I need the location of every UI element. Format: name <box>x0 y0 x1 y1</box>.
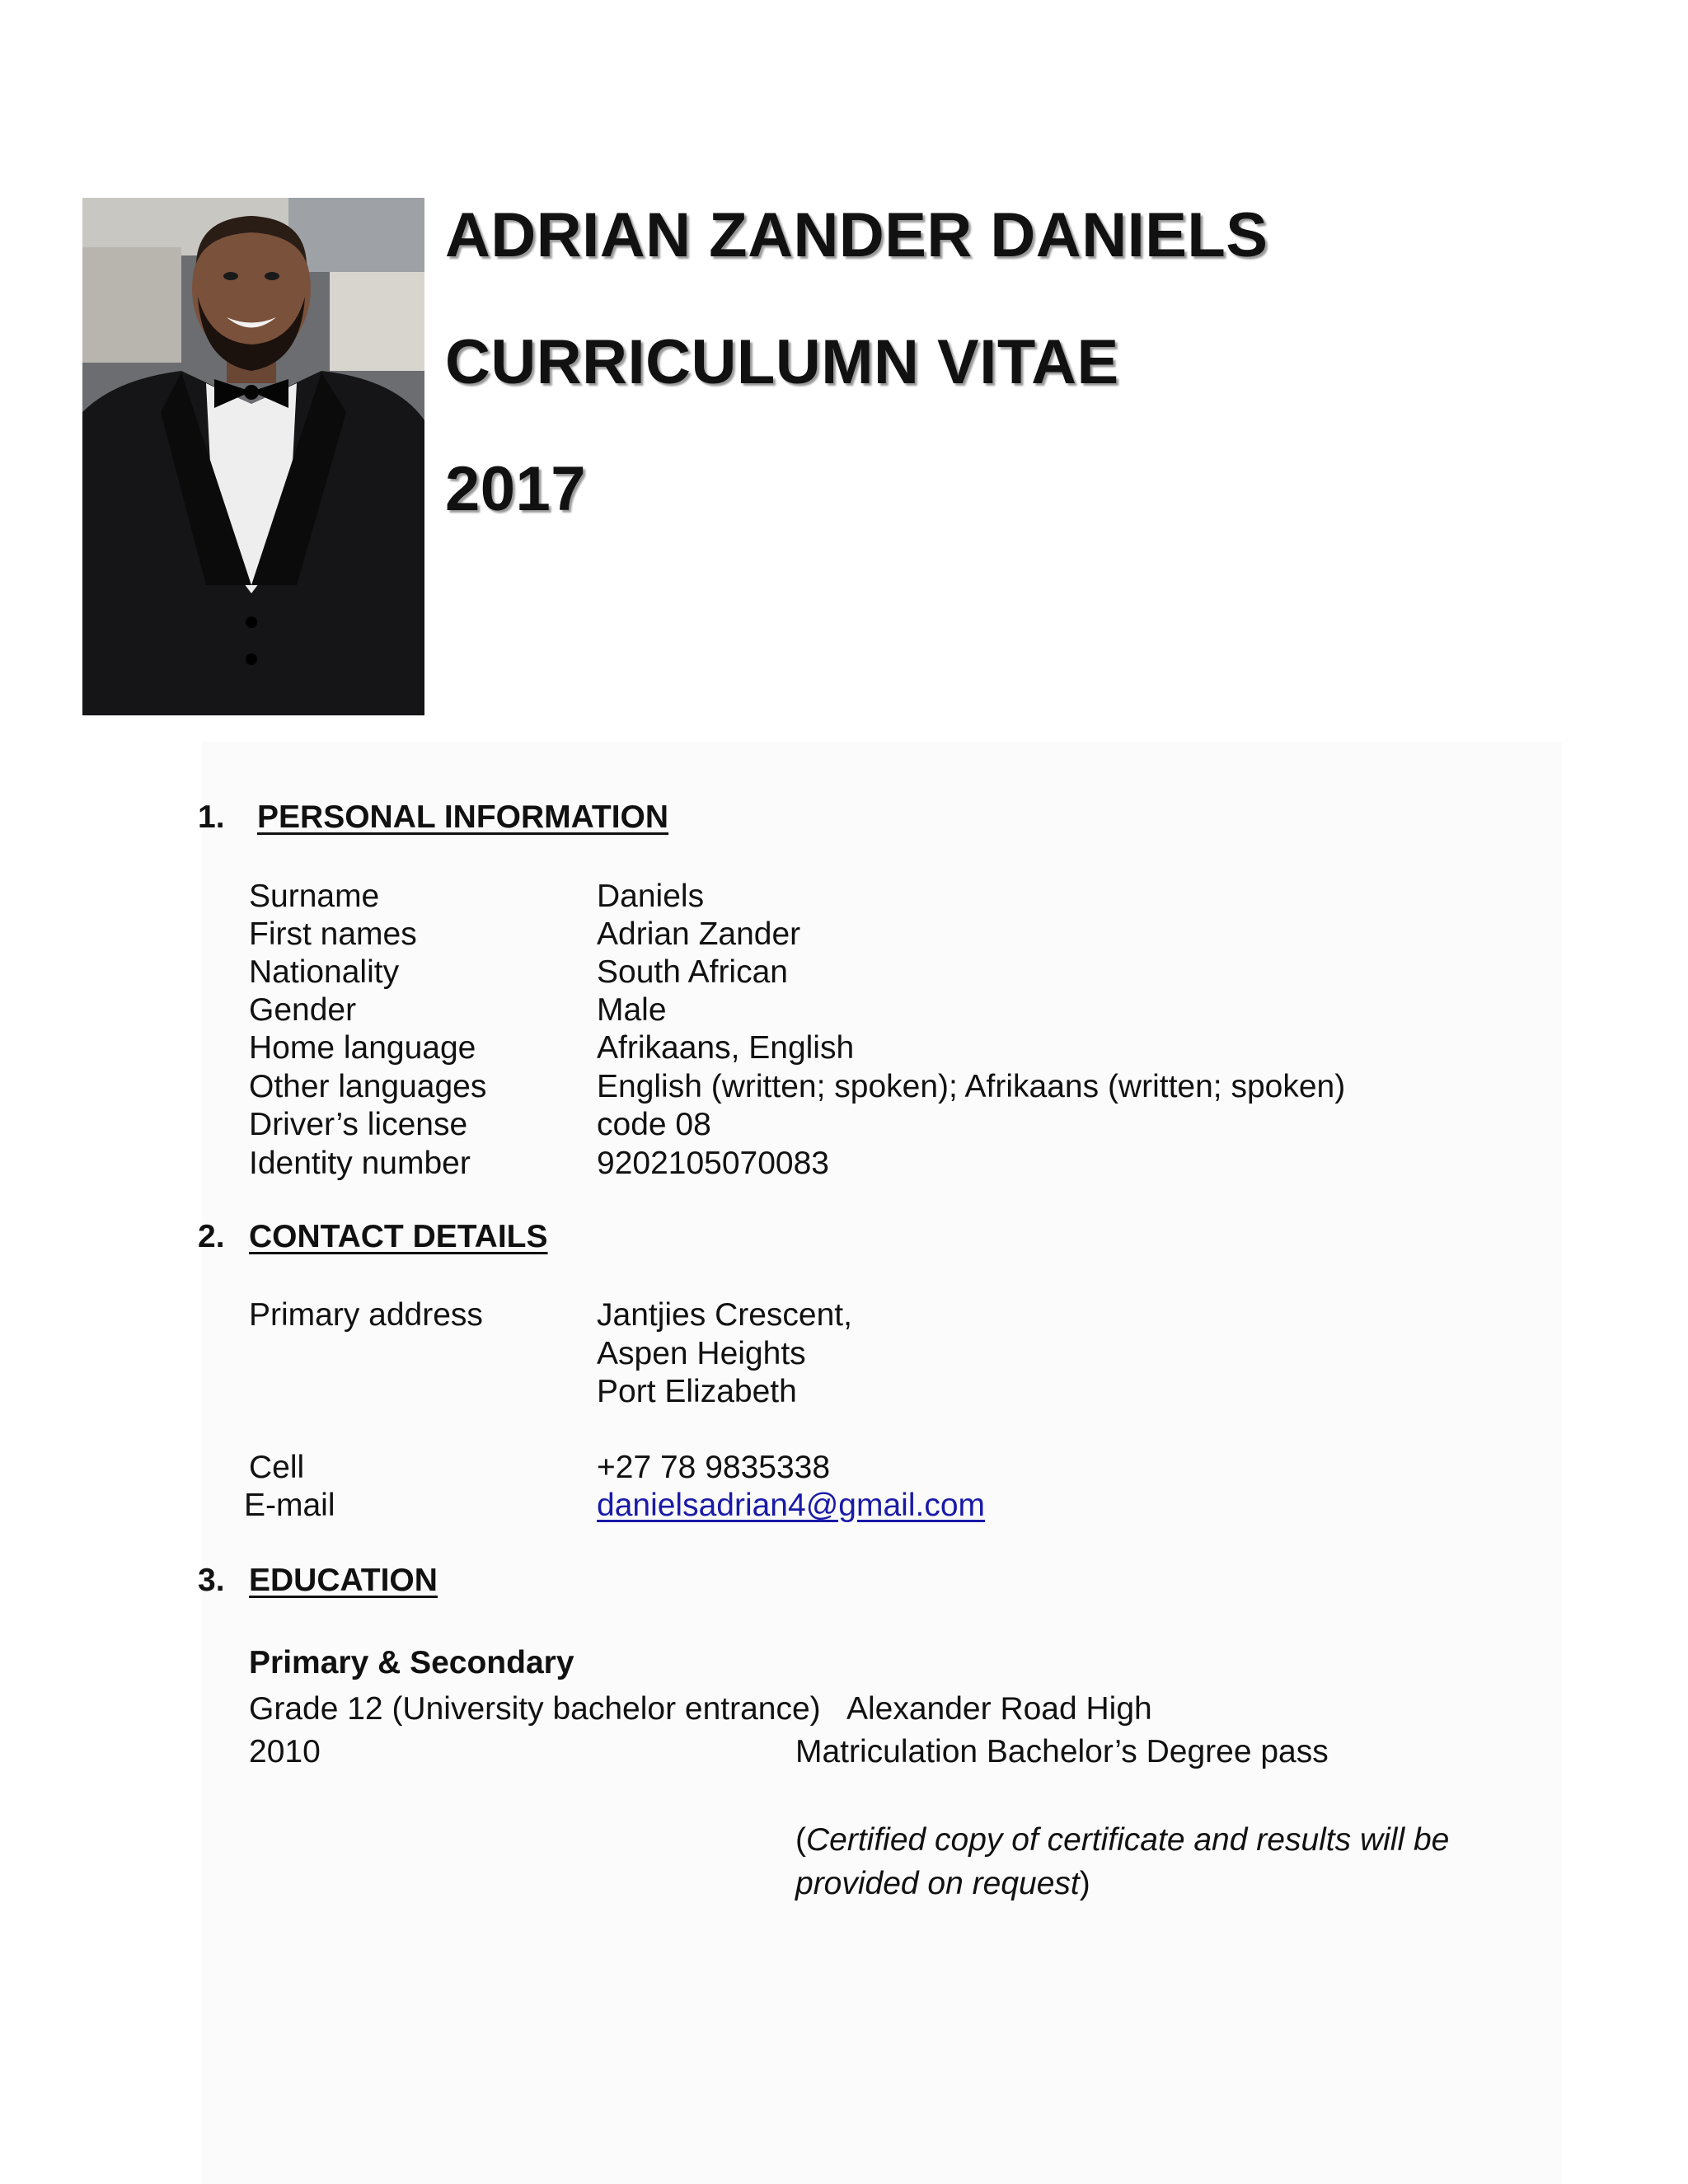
field-value-surname: Daniels <box>597 879 705 914</box>
section-number: 3. <box>198 1563 225 1598</box>
field-label-home-language: Home language <box>249 1030 476 1066</box>
document-title: CURRICULUMN VITAE <box>445 327 1119 397</box>
full-name: ADRIAN ZANDER DANIELS <box>445 200 1268 270</box>
field-label-nationality: Nationality <box>249 954 400 990</box>
section-title: EDUCATION <box>249 1563 438 1598</box>
field-label-identity-number: Identity number <box>249 1146 471 1181</box>
field-label-drivers-license: Driver’s license <box>249 1107 468 1142</box>
note-text-2: provided on request <box>795 1866 1080 1901</box>
profile-photo <box>82 198 424 715</box>
section-contact-heading <box>198 1219 548 1255</box>
section-education-heading <box>198 1563 438 1599</box>
field-label-surname: Surname <box>249 879 380 914</box>
education-note-line-2 <box>795 1865 1090 1903</box>
email-link[interactable]: danielsadrian4@gmail.com <box>597 1488 985 1523</box>
education-result: Matriculation Bachelor’s Degree pass <box>795 1734 1329 1769</box>
field-label-cell: Cell <box>249 1450 305 1485</box>
field-value-drivers-license: code 08 <box>597 1107 711 1142</box>
field-value-cell: +27 78 9835338 <box>597 1450 831 1485</box>
education-year: 2010 <box>249 1734 321 1769</box>
section-number: 2. <box>198 1219 225 1254</box>
field-value-gender: Male <box>597 992 667 1028</box>
field-label-address: Primary address <box>249 1297 483 1333</box>
field-label-other-languages: Other languages <box>249 1069 487 1104</box>
education-school: Alexander Road High <box>846 1691 1152 1727</box>
field-value-first-names: Adrian Zander <box>597 916 801 952</box>
education-grade: Grade 12 (University bachelor entrance) <box>249 1691 821 1727</box>
address-line-3: Port Elizabeth <box>597 1374 797 1409</box>
field-value-other-languages: English (written; spoken); Afrikaans (written; spoken) <box>597 1069 1346 1104</box>
note-close-paren: ) <box>1079 1866 1090 1901</box>
note-text-1: Certified copy of certificate and results will be <box>806 1822 1450 1858</box>
section-title: PERSONAL INFORMATION <box>257 799 669 835</box>
address-line-2: Aspen Heights <box>597 1336 806 1371</box>
document-year: 2017 <box>445 454 587 524</box>
field-label-first-names: First names <box>249 916 417 952</box>
education-subheading: Primary & Secondary <box>249 1645 574 1680</box>
page-background <box>202 742 1562 2184</box>
field-value-nationality: South African <box>597 954 788 990</box>
field-value-identity-number: 9202105070083 <box>597 1146 829 1181</box>
education-note-line-1 <box>795 1821 1449 1859</box>
field-label-gender: Gender <box>249 992 357 1028</box>
section-personal-heading <box>198 799 669 836</box>
field-value-home-language: Afrikaans, English <box>597 1030 855 1066</box>
address-line-1: Jantjies Crescent, <box>597 1297 852 1333</box>
field-label-email: E-mail <box>244 1488 335 1523</box>
section-title: CONTACT DETAILS <box>249 1219 548 1254</box>
section-number: 1. <box>198 799 225 835</box>
note-open-paren: ( <box>795 1822 806 1858</box>
